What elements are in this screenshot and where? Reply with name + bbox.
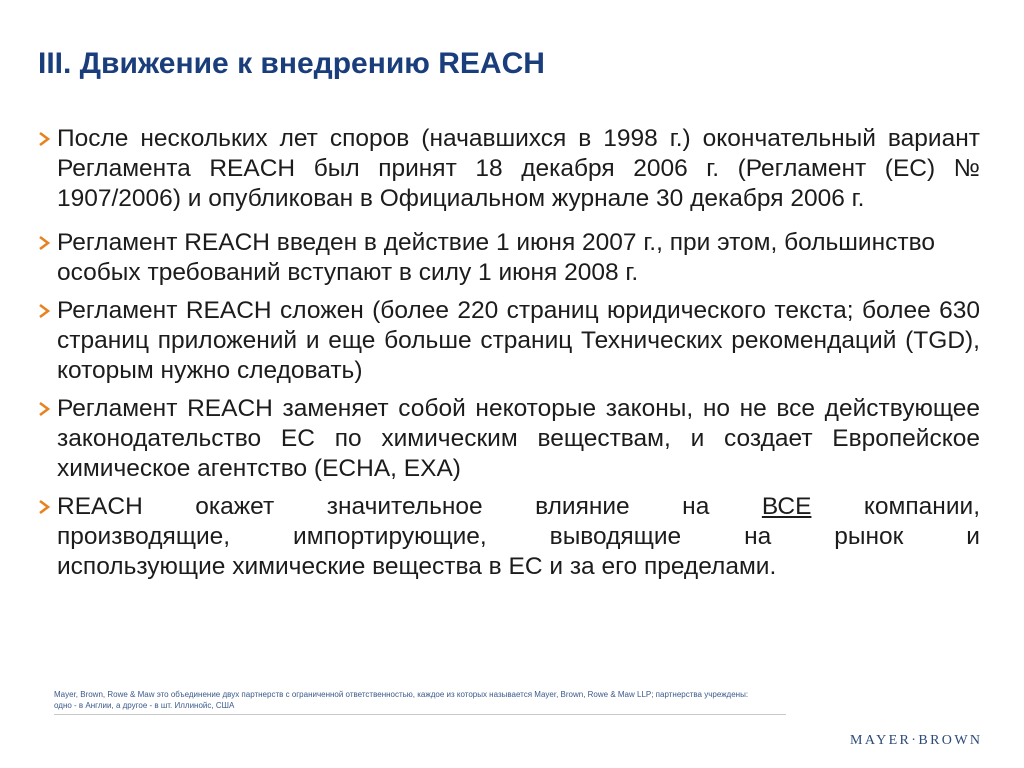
chevron-right-icon	[36, 235, 52, 251]
chevron-right-icon	[36, 499, 52, 515]
bullet-text: После нескольких лет споров (начавшихся в 1998 г.) окончательный вариант Регламента REACH был принят 18 декабря 2006 г. (Регламент (ЕС) № 1907/2006) и опубликован в Официальном журнале 30 декабря 2006 г.	[57, 125, 980, 212]
bullet-text-segment: компании,	[811, 493, 980, 520]
bullet-text: Регламент REACH введен в действие 1 июня 2007 г., при этом, большинство особых требований вступают в силу 1 июня 2008 г.	[57, 229, 935, 286]
bullet-text-line	[57, 492, 980, 522]
bullet-list	[36, 124, 980, 582]
bullet-item	[36, 124, 980, 214]
bullet-item	[36, 228, 980, 288]
footnote	[54, 689, 814, 711]
bullet-text-line: производящие, импортирующие, выводящие на рынок и	[57, 523, 980, 550]
company-logo: MAYER·BROWN	[850, 733, 983, 748]
chevron-right-icon	[36, 401, 52, 417]
footer-divider	[54, 714, 786, 715]
slide-title: III. Движение к внедрению REACH	[38, 47, 545, 80]
footnote-line: одно - в Англии, а другое - в шт. Иллинойс, США	[54, 701, 235, 710]
bullet-text: Регламент REACH заменяет собой некоторые законы, но не все действующее законодательство ЕС по химическим веществам, и создает Европейское химическое агентство (ECHA, ЕХА)	[57, 395, 980, 482]
emphasis-all: ВСЕ	[761, 493, 812, 520]
chevron-right-icon	[36, 303, 52, 319]
chevron-right-icon	[36, 131, 52, 147]
bullet-item	[36, 394, 980, 484]
bullet-text: Регламент REACH сложен (более 220 страниц юридического текста; более 630 страниц приложений и еще больше страниц Технических рекомендаций (TGD), которым нужно следовать)	[57, 297, 980, 384]
bullet-text-segment: REACH окажет значительное влияние на	[57, 493, 762, 520]
bullet-item	[36, 296, 980, 386]
footnote-line: Mayer, Brown, Rowe & Maw это объединение двух партнерств с ограниченной ответственностью, каждое из которых называется Mayer, Brown, Rowe & Maw LLP; партнерства учреждены:	[54, 690, 749, 699]
bullet-item	[36, 492, 980, 582]
bullet-text-line: использующие химические вещества в ЕС и за его пределами.	[57, 553, 777, 580]
